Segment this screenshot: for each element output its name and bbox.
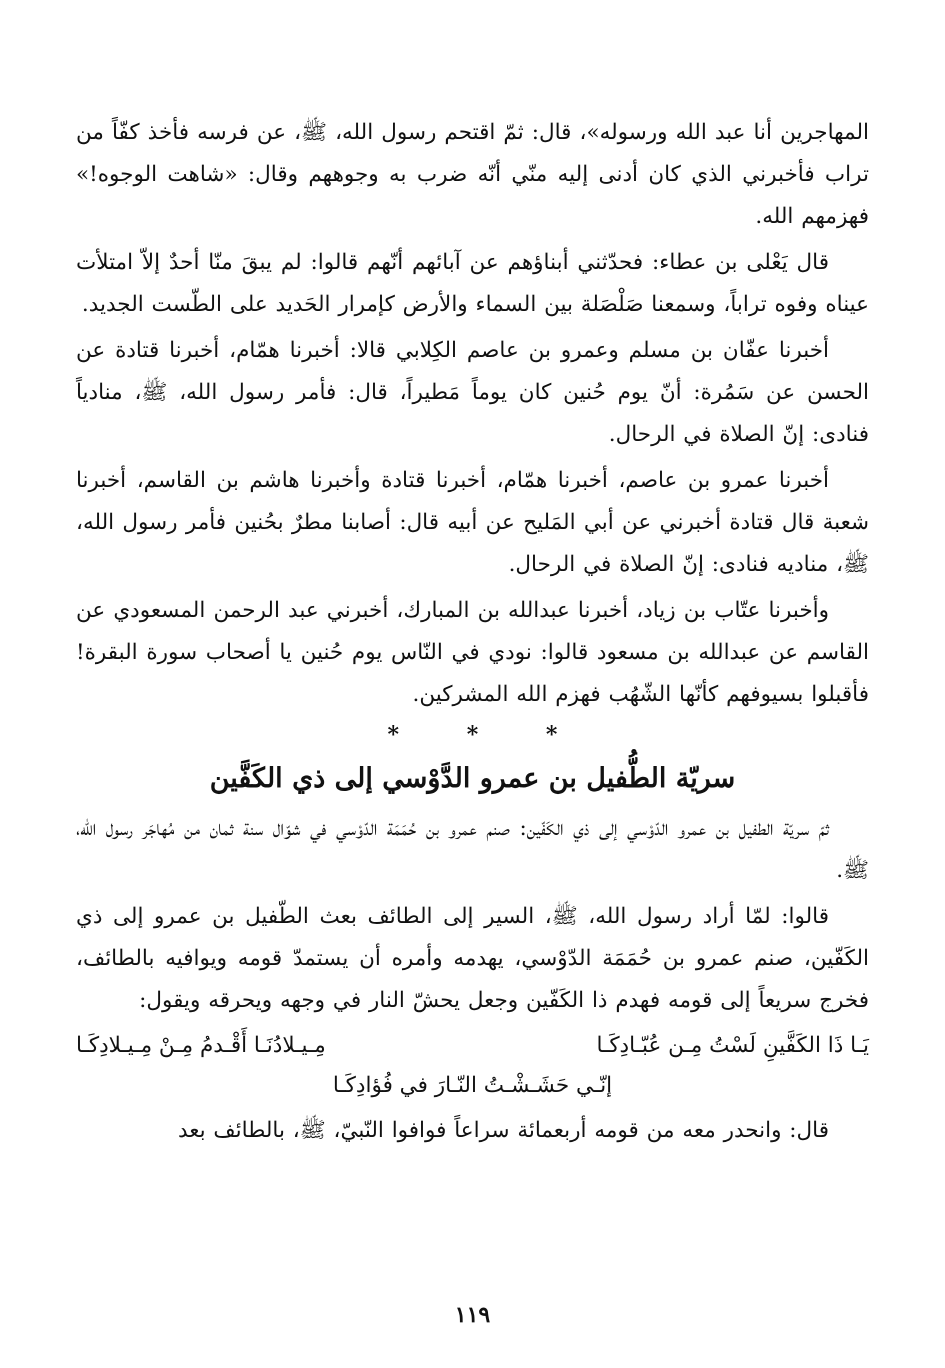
paragraph: وأخبرنا عتّاب بن زياد، أخبرنا عبدالله بن المبارك، أخبرني عبد الرحمن المسعودي عن القاسم عن عبدالله بن مسعود قالوا: نودي في النّاس يوم حُنين يا أصحاب سورة البقرة! فأقبلوا بسيوفهم كأنّها الشّهُب فهزم الله المشركين. bbox=[76, 598, 869, 707]
paragraph: أخبرنا عفّان بن مسلم وعمرو بن عاصم الكِلابي قالا: أخبرنا همّام، أخبرنا قتادة عن الحسن عن سَمُرة: أنّ يوم حُنين كان يوماً مَطيراً، قال: فأمر رسول الله، ﷺ، منادياً فنادى: إنّ الصلاة في الرحال. bbox=[76, 338, 869, 447]
poem-hemistich-left: مِـيـلادُنَـا أَقْـدمُ مِـنْ مِـيـلادِكَـا bbox=[76, 1033, 326, 1058]
separator-star: * bbox=[387, 722, 400, 748]
poem-line-2: إنّـي حَشَـشْـتُ النّـارَ في فُؤادِكَـا bbox=[332, 1073, 613, 1098]
poem-line-1 bbox=[76, 1026, 869, 1066]
paragraph: أخبرنا عمرو بن عاصم، أخبرنا همّام، أخبرنا قتادة وأخبرنا هاشم بن القاسم، أخبرنا شعبة قال قتادة أخبرني عن أبي المَليح عن أبيه قال: أصابنا مطرٌ بحُنين فأمر رسول الله، ﷺ، مناديه فنادى: إنّ الصلاة في الرحال. bbox=[76, 468, 869, 577]
section-title: سريّة الطُّفيل بن عمرو الدَّوْسي إلى ذي الكَفَّين bbox=[209, 763, 736, 794]
separator-star: * bbox=[545, 722, 558, 748]
paragraph: ثمّ سريّة الطفيل بن عمرو الدّوْسي إلى ذي الكَفّين: صنم عمرو بن حُمَمَة الدّوْسي في شوّال سنة ثمان من مُهاجَر رسول الله، ﷺ. bbox=[76, 816, 869, 883]
separator-star: * bbox=[466, 722, 479, 748]
poem bbox=[76, 1026, 869, 1106]
paragraph-last: قال: وانحدر معه من قومه أربعمائة سراعاً فوافوا النّبيّ، ﷺ، بالطائف بعد bbox=[177, 1118, 829, 1143]
text-block-top bbox=[76, 112, 869, 716]
paragraph: قالوا: لمّا أراد رسول الله، ﷺ، السير إلى الطائف بعث الطّفيل بن عمرو إلى ذي الكَفّين، صنم عمرو بن حُمَمَة الدّوْسي، يهدمه وأمره أن يستمدّ قومه ويوافيه بالطائف، فخرج سريعاً إلى قومه فهدم ذا الكَفّين وجعل يحشّ النار في وجهه ويحرقه ويقول: bbox=[76, 904, 869, 1013]
section-separator bbox=[76, 720, 869, 750]
paragraph: المهاجرين أنا عبد الله ورسوله»، قال: ثمّ اقتحم رسول الله، ﷺ، عن فرسه فأخذ كفّاً من تراب فأخبرني الذي كان أدنى إليه منّي أنّه ضرب به وجوههم وقال: «شاهت الوجوه!» فهزمهم الله. bbox=[76, 120, 869, 229]
paragraph: قال يَعْلى بن عطاء: فحدّثني أبناؤهم عن آبائهم أنّهم قالوا: لم يبقَ منّا أحدٌ إلاّ امتلأت عيناه وفوه تراباً، وسمعنا صَلْصَلة بين السماء والأرض كإمرار الحَديد على الطّست الجديد. bbox=[76, 250, 869, 317]
poem-hemistich-right: يَـا ذَا الكَفَّينِ لَسْتُ مِـن عُبّـادِكَـا bbox=[596, 1033, 869, 1058]
page-number: ١١٩ bbox=[454, 1302, 491, 1328]
text-block-bottom bbox=[76, 808, 869, 1022]
